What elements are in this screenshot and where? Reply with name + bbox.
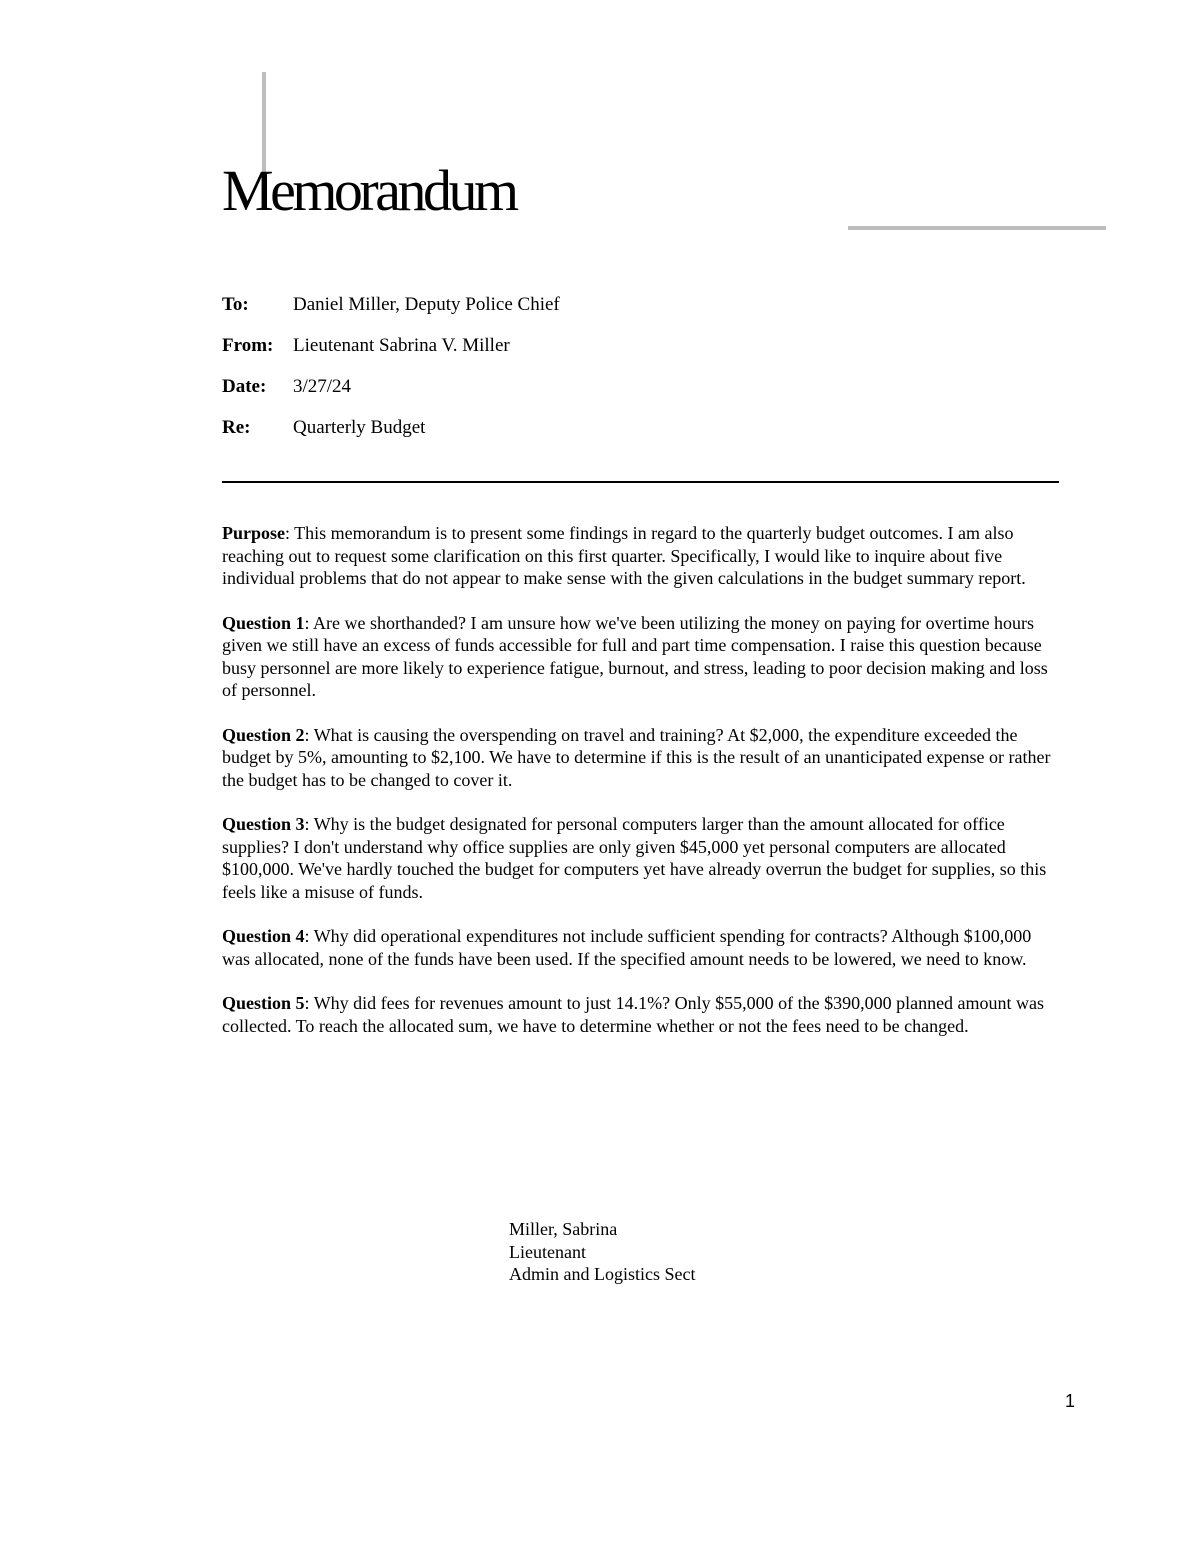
paragraph-question-5 — [222, 992, 1058, 1037]
re-label: Re: — [222, 417, 251, 438]
paragraph-lead: Question 2 — [222, 724, 305, 745]
from-value: Lieutenant Sabrina V. Miller — [293, 335, 510, 356]
header-row-to — [222, 292, 1058, 333]
header-row-date — [222, 374, 1058, 415]
signature-rank: Lieutenant — [509, 1241, 586, 1262]
paragraph-lead: Purpose — [222, 523, 285, 543]
decorative-horizontal-bar — [848, 226, 1106, 230]
paragraph-purpose — [222, 522, 1058, 590]
paragraph-text: : This memorandum is to present some findings in regard to the quarterly budget outcomes. I am also reaching out to request some clarification on this first quarter. Specifically, I would like to inquire about five individual problems that do not appear to make sense with the given calculations in the budget summary report. — [222, 523, 1026, 588]
signature-name: Miller, Sabrina — [509, 1219, 618, 1239]
signature-block — [509, 1218, 695, 1286]
paragraph-question-2 — [222, 724, 1058, 792]
paragraph-text: : Why is the budget designated for personal computers larger than the amount allocated for office supplies? I don't understand why office supplies are only given $45,000 yet personal computers are allocated $100,000. We've hardly touched the budget for computers yet have already overrun the budget for supplies, so this feels like a misuse of funds. — [222, 814, 1047, 902]
paragraph-lead: Question 4 — [222, 926, 305, 946]
paragraph-text: : What is causing the overspending on travel and training? At $2,000, the expenditure exceeded the budget by 5%, amounting to $2,100. We have to determine if this is the result of an unanticipated expense or rather the budget has to be changed to cover it. — [222, 724, 1051, 790]
from-label: From: — [222, 335, 274, 356]
date-value: 3/27/24 — [293, 376, 352, 397]
paragraph-question-4 — [222, 925, 1058, 970]
memo-body — [222, 522, 1058, 1059]
paragraph-text: : Why did operational expenditures not include sufficient spending for contracts? Although $100,000 was allocated, none of the funds have been used. If the specified amount needs to be lowered, we need to know. — [222, 926, 1032, 969]
memo-title: Memorandum — [222, 158, 516, 223]
to-label: To: — [222, 294, 249, 315]
paragraph-lead: Question 1 — [222, 612, 305, 633]
header-row-re — [222, 415, 1058, 456]
paragraph-question-1 — [222, 612, 1058, 702]
header-divider — [222, 481, 1059, 483]
paragraph-text: : Are we shorthanded? I am unsure how we've been utilizing the money on paying for overtime hours given we still have an excess of funds accessible for full and part time compensation. I raise this question because busy personnel are more likely to experience fatigue, burnout, and stress, leading to poor decision making and loss of personnel. — [222, 612, 1048, 700]
header-row-from — [222, 333, 1058, 374]
paragraph-text: : Why did fees for revenues amount to just 14.1%? Only $55,000 of the $390,000 planned amount was collected. To reach the allocated sum, we have to determine whether or not the fees need to be changed. — [222, 993, 1045, 1036]
signature-section: Admin and Logistics Sect — [509, 1264, 696, 1284]
memo-header — [222, 292, 1058, 456]
paragraph-question-3 — [222, 813, 1058, 903]
paragraph-lead: Question 3 — [222, 814, 305, 834]
re-value: Quarterly Budget — [293, 417, 426, 438]
paragraph-lead: Question 5 — [222, 993, 305, 1013]
date-label: Date: — [222, 376, 267, 397]
page-number: 1 — [1064, 1391, 1075, 1411]
to-value: Daniel Miller, Deputy Police Chief — [293, 294, 560, 315]
